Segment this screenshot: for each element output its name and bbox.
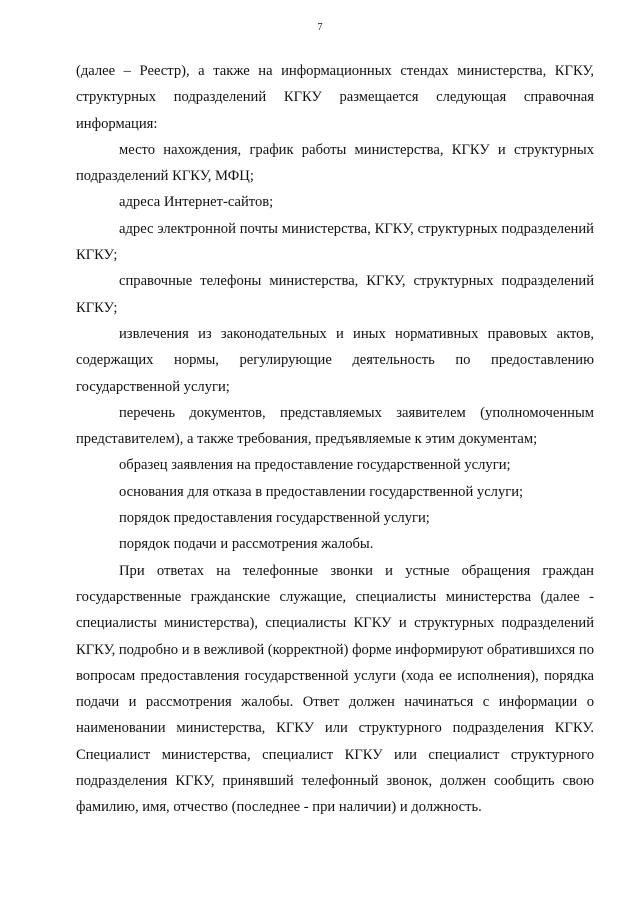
list-item-email: адрес электронной почты министерства, КГКУ, структурных подразделений КГКУ; <box>76 220 594 264</box>
list-item-phones: справочные телефоны министерства, КГКУ, структурных подразделений КГКУ; <box>76 273 594 316</box>
list-item-websites: адреса Интернет-сайтов; <box>119 194 274 211</box>
list-item-legal-extracts: извлечения из законодательных и иных нормативных правовых актов, содержащих нормы, регулирующие деятельность по предоставлению государственной услуги; <box>76 325 594 395</box>
document-body <box>76 58 594 821</box>
list-item-location: место нахождения, график работы министерства, КГКУ и структурных подразделений КГКУ, МФЦ; <box>76 141 594 185</box>
list-item-application-sample: образец заявления на предоставление государственной услуги; <box>119 457 511 474</box>
list-item-complaints: порядок подачи и рассмотрения жалобы. <box>119 536 374 553</box>
list-item-documents: перечень документов, представляемых заявителем (уполномоченным представителем), а также требования, предъявляемые к этим документам; <box>76 404 594 448</box>
list-item-procedure: порядок предоставления государственной услуги; <box>119 510 430 527</box>
paragraph-intro: (далее – Реестр), а также на информационных стендах министерства, КГКУ, структурных подразделений КГКУ размещается следующая справочная информация: <box>76 63 594 132</box>
paragraph-phone-responses: При ответах на телефонные звонки и устные обращения граждан государственные гражданские служащие, специалисты министерства (далее - специалисты министерства), специалисты КГКУ и структурных подразделений КГКУ, подробно и в вежливой (корректной) форме информируют обратившихся по вопросам предоставления государственной услуги (хода ее исполнения), порядка подачи и рассмотрения жалобы. Ответ должен начинаться с информации о наименовании министерства, КГКУ или структурного подразделения КГКУ. Специалист министерства, специалист КГКУ или специалист структурного подразделения КГКУ, принявший телефонный звонок, должен сообщить свою фамилию, имя, отчество (последнее - при наличии) и должность. <box>76 562 594 816</box>
page-number: 7 <box>317 22 323 33</box>
list-item-refusal-grounds: основания для отказа в предоставлении государственной услуги; <box>119 483 524 500</box>
